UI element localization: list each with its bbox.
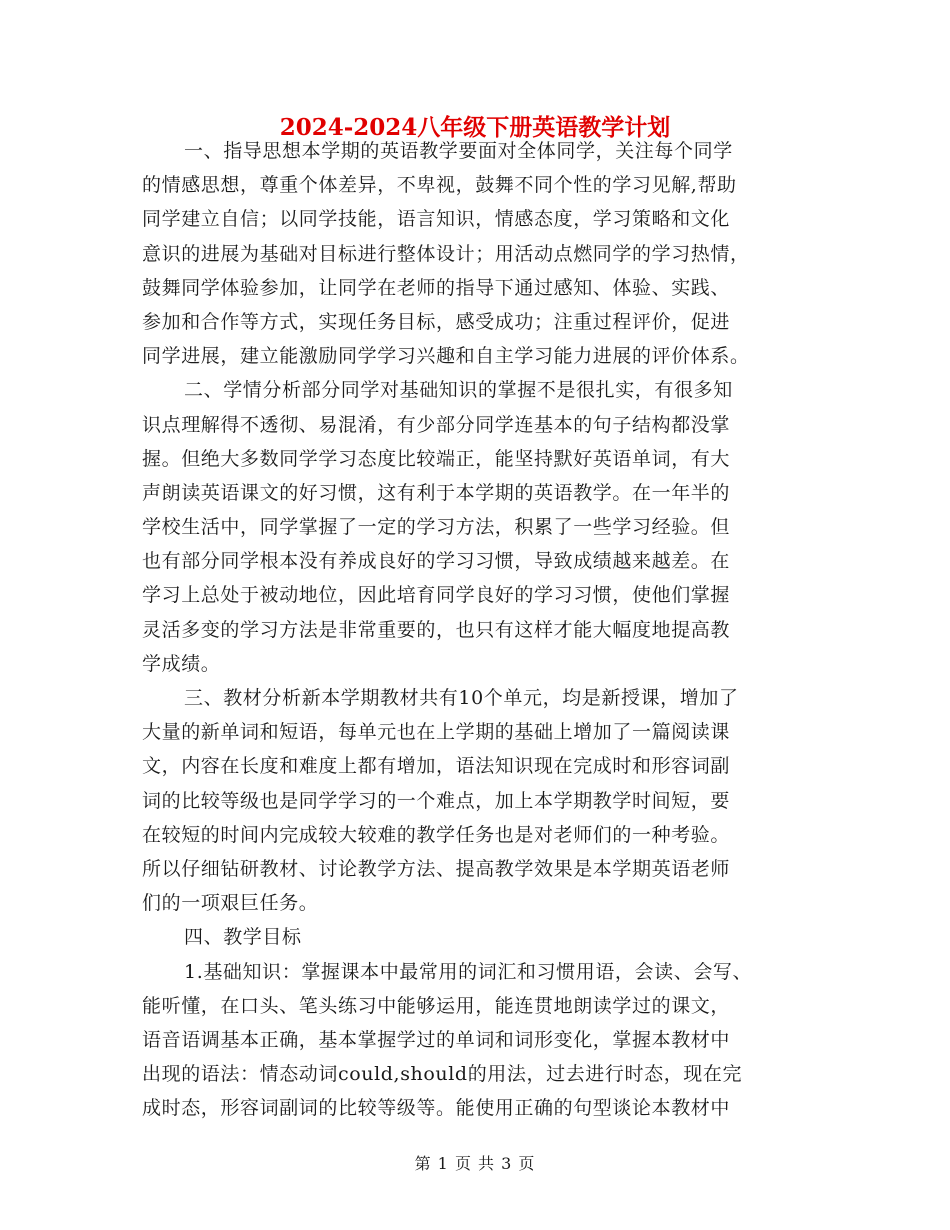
text-line: 识点理解得不透彻、易混淆，有少部分同学连基本的句子结构都没掌: [142, 413, 731, 436]
text-line: 语音语调基本正确，基本掌握学过的单词和词形变化，掌握本教材中: [142, 1028, 731, 1051]
text-line: 二、学情分析部分同学对基础知识的掌握不是很扎实，有很多知: [184, 379, 733, 402]
text-line: 三、教材分析新本学期教材共有10个单元，均是新授课，增加了: [184, 687, 739, 709]
text-line: 一、指导思想本学期的英语教学要面对全体同学，关注每个同学: [184, 140, 733, 162]
text-line: 学校生活中，同学掌握了一定的学习方法，积累了一些学习经验。但: [142, 516, 731, 539]
text-line: 同学建立自信；以同学技能，语言知识，情感态度，学习策略和文化: [142, 208, 731, 231]
text-line: 文，内容在长度和难度上都有增加，语法知识现在完成时和形容词副: [142, 755, 731, 778]
text-line: 学成绩。: [142, 652, 221, 675]
page-footer: 第 1 页 共 3 页: [414, 1154, 536, 1173]
text-line: 词的比较等级也是同学学习的一个难点，加上本学期教学时间短，要: [142, 789, 731, 812]
section-heading: 四、教学目标: [184, 926, 302, 949]
text-line: 参加和合作等方式，实现任务目标，感受成功；注重过程评价，促进: [142, 310, 731, 333]
text-line: 大量的新单词和短语，每单元也在上学期的基础上增加了一篇阅读课: [142, 721, 731, 744]
text-line: 出现的语法：情态动词could,should的用法，过去进行时态，现在完: [142, 1063, 743, 1086]
text-line: 1.基础知识：掌握课本中最常用的词汇和习惯用语，会读、会写、: [184, 960, 753, 983]
text-line: 在较短的时间内完成较大较难的教学任务也是对老师们的一种考验。: [142, 823, 731, 846]
text-line: 学习上总处于被动地位，因此培育同学良好的学习习惯，使他们掌握: [142, 584, 731, 607]
text-line: 也有部分同学根本没有养成良好的学习习惯，导致成绩越来越差。在: [142, 550, 731, 573]
text-line: 的情感思想，尊重个体差异，不卑视，鼓舞不同个性的学习见解,帮助: [142, 174, 737, 197]
text-line: 鼓舞同学体验参加，让同学在老师的指导下通过感知、体验、实践、: [142, 276, 731, 299]
text-line: 同学进展，建立能激励同学学习兴趣和自主学习能力进展的评价体系。: [142, 345, 750, 368]
text-line: 声朗读英语课文的好习惯，这有利于本学期的英语教学。在一年半的: [142, 481, 731, 504]
text-line: 能听懂，在口头、笔头练习中能够运用，能连贯地朗读学过的课文，: [142, 994, 731, 1017]
text-line: 意识的进展为基础对目标进行整体设计；用活动点燃同学的学习热情，: [142, 242, 750, 265]
document-title: 2024-2024八年级下册英语教学计划: [279, 114, 671, 141]
text-line: 所以仔细钻研教材、讨论教学方法、提高教学效果是本学期英语老师: [142, 857, 731, 880]
text-line: 灵活多变的学习方法是非常重要的，也只有这样才能大幅度地提高教: [142, 618, 731, 641]
document-body: [142, 134, 814, 1125]
text-line: 成时态，形容词副词的比较等级等。能使用正确的句型谈论本教材中: [142, 1097, 731, 1120]
text-line: 握。但绝大多数同学学习态度比较端正，能坚持默好英语单词，有大: [142, 447, 731, 470]
text-line: 们的一项艰巨任务。: [142, 892, 319, 915]
